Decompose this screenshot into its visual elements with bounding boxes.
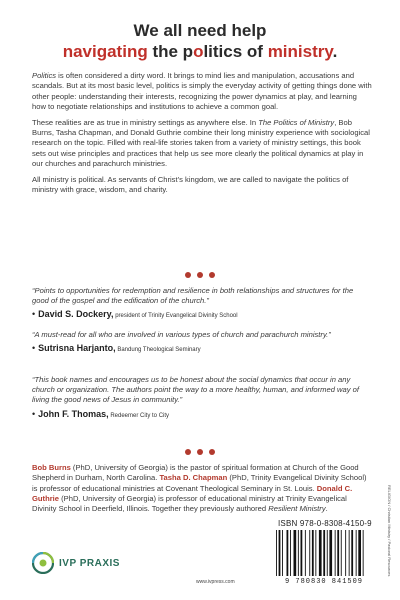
endorser-affiliation: president of Trinity Evangelical Divinity School: [113, 313, 238, 320]
category-label: RELIGION / Christian Ministry / Pastoral Resources: [387, 485, 392, 577]
publisher-url: www.ivpress.com: [196, 579, 235, 585]
description-book-title: The Politics of Ministry: [258, 117, 335, 127]
description-paragraph-1: [32, 71, 372, 113]
description-p2-text-b: , Bob Burns, Tasha Chapman, and Donald Guthrie combine their long ministry experience with sociological research on the topic. Filled with real-life stories taken from a variety of ministry settings, this book sets out wise principles and practices that help us see more clearly the political dynamics at play in our churches and parachurch ministries.: [32, 117, 370, 169]
divider-dots-1: [0, 265, 400, 283]
author-name-guthrie: Donald C. Guthrie: [32, 483, 353, 503]
endorsement-1: [32, 286, 372, 319]
description-p2-text-a: These realities are as true in ministry settings as anywhere else. In: [32, 117, 259, 127]
endorsement-2: [32, 330, 372, 353]
author-name-chapman: Tasha D. Chapman: [159, 473, 228, 483]
endorser-name: David S. Dockery,: [38, 309, 114, 320]
description-paragraph-2: [32, 118, 372, 170]
bio-text: .: [325, 504, 328, 514]
barcode: [276, 530, 372, 576]
bullet-icon: •: [32, 309, 36, 320]
description-paragraph-3: All ministry is political. As servants of Christ’s kingdom, we are called to navigate the politics of ministry with grace, wisdom, and charity.: [32, 174, 349, 195]
divider-dot: [197, 449, 203, 455]
author-name-burns: Bob Burns: [32, 463, 71, 472]
publisher-logo: [32, 552, 120, 574]
publisher-name: IVP PRAXIS: [59, 557, 120, 569]
headline-line-1: We all need help: [133, 21, 267, 40]
endorser-name: Sutrisna Harjanto,: [38, 343, 116, 354]
divider-dot: [185, 449, 191, 455]
headline-segment-2: litics of: [203, 42, 268, 61]
divider-dot: [185, 272, 191, 278]
endorsement-attribution: [32, 409, 372, 419]
barcode-number: 9 780830 841509: [284, 578, 363, 586]
endorsement-attribution: [32, 309, 372, 319]
description-p1-text: is often considered a dirty word. It brings to mind lies and manipulation, accusations and scandals. But at its most basic level, politics is simply the everyday activity of getting things done with other people: understanding their interests, recognizing the power dynamics at play, and learning how to negotiate relationships and institutions to achieve a common goal.: [32, 71, 372, 112]
headline-period: .: [332, 42, 338, 61]
bio-text: (PhD, University of Georgia) is the pastor of spiritual formation at Church of the Good Shepherd in Durham, North Carolina.: [32, 463, 359, 483]
bullet-icon: •: [32, 408, 36, 419]
description: [32, 71, 372, 200]
divider-dot: [209, 272, 215, 278]
endorsement-attribution: [32, 343, 372, 353]
endorsement-quote: “This book names and encourages us to be honest about the social dynamics that occur in any church or organization. The authors point the way to a more healthy, human, and informed way of living the good news of Jesus in community.”: [32, 375, 359, 405]
bio-text: (PhD, University of Georgia) is professor of educational ministry at Trinity Evangelical Divinity School in Deerfield, Illinois. Together they previously authored: [32, 493, 347, 514]
headline-line-2: [0, 41, 400, 62]
endorsement-quote: “Points to opportunities for redemption and resilience in both relationships and structures for the good of the gospel and the edification of the church.”: [32, 286, 354, 306]
headline-word-navigating: navigating: [62, 42, 148, 61]
divider-dots-2: [0, 442, 400, 460]
endorser-affiliation: Redeemer City to City: [108, 412, 170, 419]
divider-dot: [209, 449, 215, 455]
headline-segment-1: the p: [147, 42, 194, 61]
headline-word-ministry: ministry: [267, 42, 333, 61]
bio-text: (PhD, Trinity Evangelical Divinity School) is professor of educational ministries at Covenant Theological Seminary in St. Louis.: [32, 473, 367, 493]
endorser-affiliation: Bandung Theological Seminary: [115, 347, 201, 354]
bullet-icon: •: [32, 343, 36, 354]
headline-accent-letter: o: [193, 42, 204, 61]
endorser-name: John F. Thomas,: [38, 408, 109, 419]
isbn-label: ISBN 978-0-8308-4150-9: [278, 519, 372, 528]
ivp-praxis-logo-icon: [32, 552, 54, 574]
author-bios: [32, 463, 368, 514]
description-em-politics: Politics: [32, 71, 57, 80]
endorsement-3: [32, 375, 372, 419]
headline: [0, 0, 400, 62]
previous-book-title: Resilient Ministry: [268, 504, 326, 514]
endorsement-quote: “A must-read for all who are involved in various types of church and parachurch ministry.”: [32, 330, 331, 339]
divider-dot: [197, 272, 203, 278]
